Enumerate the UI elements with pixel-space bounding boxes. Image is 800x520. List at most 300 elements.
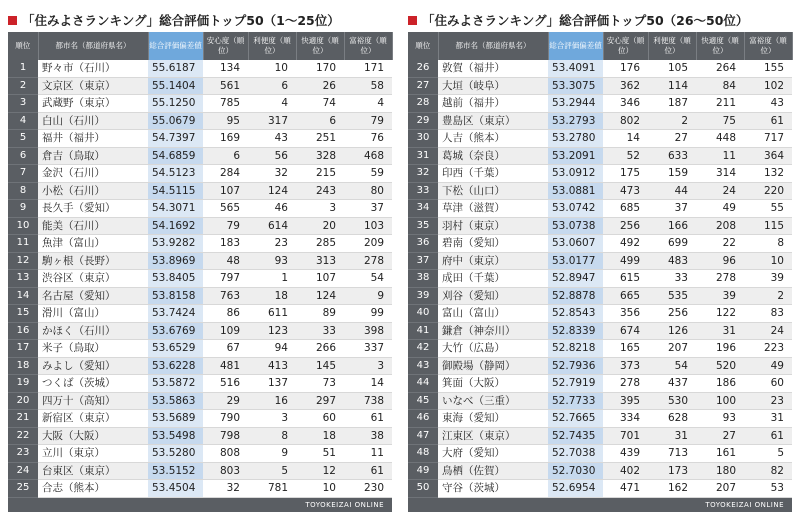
- table-row: [408, 252, 792, 270]
- wealth-cell: 61: [344, 410, 392, 428]
- convenience-cell: 4: [248, 95, 296, 113]
- city-cell: 江東区（東京）: [438, 427, 548, 445]
- wealth-cell: 54: [344, 270, 392, 288]
- comfort-cell: 328: [296, 147, 344, 165]
- rank-cell: 24: [8, 462, 38, 480]
- table-row: [408, 60, 792, 77]
- score-cell: 54.5123: [148, 165, 203, 183]
- score-cell: 52.7038: [548, 445, 603, 463]
- table-row: [8, 60, 392, 77]
- comfort-cell: 161: [696, 445, 744, 463]
- safety-cell: 183: [203, 235, 248, 253]
- wealth-cell: 132: [744, 165, 792, 183]
- convenience-cell: 162: [648, 480, 696, 498]
- table-row: [8, 462, 392, 480]
- table-row: [8, 445, 392, 463]
- convenience-cell: 16: [248, 392, 296, 410]
- city-cell: 豊島区（東京）: [438, 112, 548, 130]
- wealth-cell: 3: [344, 357, 392, 375]
- comfort-cell: 31: [696, 322, 744, 340]
- wealth-cell: 53: [744, 480, 792, 498]
- convenience-cell: 437: [648, 375, 696, 393]
- safety-cell: 52: [603, 147, 648, 165]
- rank-cell: 2: [8, 77, 38, 95]
- safety-cell: 278: [603, 375, 648, 393]
- table-row: [8, 322, 392, 340]
- city-cell: つくば（茨城）: [38, 375, 148, 393]
- wealth-cell: 61: [744, 112, 792, 130]
- score-cell: 53.4504: [148, 480, 203, 498]
- convenience-cell: 633: [648, 147, 696, 165]
- safety-cell: 701: [603, 427, 648, 445]
- table-row: [8, 427, 392, 445]
- score-cell: 53.0881: [548, 182, 603, 200]
- wealth-cell: 58: [344, 77, 392, 95]
- score-cell: 53.3075: [548, 77, 603, 95]
- safety-cell: 481: [203, 357, 248, 375]
- score-cell: 52.7936: [548, 357, 603, 375]
- table-header-row: [8, 32, 392, 60]
- rank-cell: 39: [408, 287, 438, 305]
- score-cell: 53.8158: [148, 287, 203, 305]
- wealth-cell: 14: [344, 375, 392, 393]
- comfort-cell: 84: [696, 77, 744, 95]
- score-cell: 52.8543: [548, 305, 603, 323]
- score-cell: 52.8218: [548, 340, 603, 358]
- table-row: [8, 252, 392, 270]
- table-row: [408, 77, 792, 95]
- rank-cell: 29: [408, 112, 438, 130]
- table-row: [8, 147, 392, 165]
- rank-cell: 35: [408, 217, 438, 235]
- comfort-cell: 11: [696, 147, 744, 165]
- safety-cell: 439: [603, 445, 648, 463]
- city-cell: 御殿場（静岡）: [438, 357, 548, 375]
- city-cell: 四万十（高知）: [38, 392, 148, 410]
- convenience-cell: 137: [248, 375, 296, 393]
- convenience-cell: 44: [648, 182, 696, 200]
- city-cell: 合志（熊本）: [38, 480, 148, 498]
- comfort-cell: 122: [696, 305, 744, 323]
- convenience-cell: 46: [248, 200, 296, 218]
- city-cell: 大阪（大阪）: [38, 427, 148, 445]
- header-rank: 順位: [8, 32, 38, 60]
- red-square-icon: [408, 16, 417, 25]
- rank-cell: 33: [408, 182, 438, 200]
- safety-cell: 109: [203, 322, 248, 340]
- score-cell: 52.7733: [548, 392, 603, 410]
- comfort-cell: 10: [296, 480, 344, 498]
- convenience-cell: 713: [648, 445, 696, 463]
- city-cell: 白山（石川）: [38, 112, 148, 130]
- rank-cell: 42: [408, 340, 438, 358]
- score-cell: 53.5872: [148, 375, 203, 393]
- city-cell: 東海（愛知）: [438, 410, 548, 428]
- safety-cell: 334: [603, 410, 648, 428]
- safety-cell: 176: [603, 60, 648, 77]
- safety-cell: 14: [603, 130, 648, 148]
- comfort-cell: 60: [296, 410, 344, 428]
- table-row: [408, 235, 792, 253]
- city-cell: 葛城（奈良）: [438, 147, 548, 165]
- score-cell: 53.8969: [148, 252, 203, 270]
- safety-cell: 256: [603, 217, 648, 235]
- safety-cell: 797: [203, 270, 248, 288]
- table-header-row: [408, 32, 792, 60]
- rank-cell: 47: [408, 427, 438, 445]
- header-safety: 安心度（順位）: [203, 32, 248, 60]
- wealth-cell: 115: [744, 217, 792, 235]
- table-row: [408, 462, 792, 480]
- city-cell: 大竹（広島）: [438, 340, 548, 358]
- safety-cell: 763: [203, 287, 248, 305]
- rank-cell: 31: [408, 147, 438, 165]
- comfort-cell: 196: [696, 340, 744, 358]
- rank-cell: 34: [408, 200, 438, 218]
- rank-cell: 38: [408, 270, 438, 288]
- wealth-cell: 364: [744, 147, 792, 165]
- comfort-cell: 89: [296, 305, 344, 323]
- panel-title-text: 「住みよさランキング」総合評価トップ50（26〜50位）: [422, 13, 749, 28]
- safety-cell: 499: [603, 252, 648, 270]
- table-row: [408, 357, 792, 375]
- safety-cell: 134: [203, 60, 248, 77]
- comfort-cell: 186: [696, 375, 744, 393]
- safety-cell: 175: [603, 165, 648, 183]
- comfort-cell: 264: [696, 60, 744, 77]
- safety-cell: 107: [203, 182, 248, 200]
- table-row: [408, 392, 792, 410]
- table-row: [8, 112, 392, 130]
- safety-cell: 6: [203, 147, 248, 165]
- convenience-cell: 187: [648, 95, 696, 113]
- rank-cell: 43: [408, 357, 438, 375]
- safety-cell: 346: [603, 95, 648, 113]
- city-cell: 魚津（富山）: [38, 235, 148, 253]
- score-cell: 55.1250: [148, 95, 203, 113]
- convenience-cell: 699: [648, 235, 696, 253]
- wealth-cell: 55: [744, 200, 792, 218]
- comfort-cell: 24: [696, 182, 744, 200]
- rank-cell: 30: [408, 130, 438, 148]
- comfort-cell: 266: [296, 340, 344, 358]
- city-cell: 越前（福井）: [438, 95, 548, 113]
- table-row: [8, 410, 392, 428]
- rank-cell: 14: [8, 287, 38, 305]
- safety-cell: 785: [203, 95, 248, 113]
- comfort-cell: 285: [296, 235, 344, 253]
- safety-cell: 67: [203, 340, 248, 358]
- comfort-cell: 93: [696, 410, 744, 428]
- city-cell: 金沢（石川）: [38, 165, 148, 183]
- convenience-cell: 3: [248, 410, 296, 428]
- table-row: [408, 95, 792, 113]
- safety-cell: 615: [603, 270, 648, 288]
- rank-cell: 20: [8, 392, 38, 410]
- convenience-cell: 32: [248, 165, 296, 183]
- city-cell: 長久手（愛知）: [38, 200, 148, 218]
- safety-cell: 32: [203, 480, 248, 498]
- convenience-cell: 483: [648, 252, 696, 270]
- comfort-cell: 180: [696, 462, 744, 480]
- comfort-cell: 3: [296, 200, 344, 218]
- wealth-cell: 468: [344, 147, 392, 165]
- table-row: [8, 165, 392, 183]
- safety-cell: 802: [603, 112, 648, 130]
- rank-cell: 26: [408, 60, 438, 77]
- convenience-cell: 614: [248, 217, 296, 235]
- rank-cell: 10: [8, 217, 38, 235]
- ranking-panel-2: [408, 8, 792, 512]
- wealth-cell: 24: [744, 322, 792, 340]
- city-cell: 滑川（富山）: [38, 305, 148, 323]
- rank-cell: 7: [8, 165, 38, 183]
- score-cell: 54.6859: [148, 147, 203, 165]
- table-row: [8, 77, 392, 95]
- panel-title-text: 「住みよさランキング」総合評価トップ50（1〜25位）: [22, 13, 340, 28]
- convenience-cell: 256: [648, 305, 696, 323]
- city-cell: 立川（東京）: [38, 445, 148, 463]
- city-cell: 富山（富山）: [438, 305, 548, 323]
- wealth-cell: 80: [344, 182, 392, 200]
- comfort-cell: 26: [296, 77, 344, 95]
- wealth-cell: 717: [744, 130, 792, 148]
- score-cell: 53.5498: [148, 427, 203, 445]
- city-cell: 渋谷区（東京）: [38, 270, 148, 288]
- wealth-cell: 103: [344, 217, 392, 235]
- score-cell: 53.8405: [148, 270, 203, 288]
- safety-cell: 516: [203, 375, 248, 393]
- city-cell: 米子（鳥取）: [38, 340, 148, 358]
- convenience-cell: 23: [248, 235, 296, 253]
- safety-cell: 685: [603, 200, 648, 218]
- score-cell: 52.8947: [548, 270, 603, 288]
- city-cell: 倉吉（鳥取）: [38, 147, 148, 165]
- safety-cell: 665: [603, 287, 648, 305]
- safety-cell: 48: [203, 252, 248, 270]
- convenience-cell: 54: [648, 357, 696, 375]
- city-cell: 草津（滋賀）: [438, 200, 548, 218]
- table-row: [408, 322, 792, 340]
- ranking-panel-1: [8, 8, 392, 512]
- wealth-cell: 49: [744, 357, 792, 375]
- table-row: [408, 305, 792, 323]
- comfort-cell: 278: [696, 270, 744, 288]
- score-cell: 53.0607: [548, 235, 603, 253]
- convenience-cell: 94: [248, 340, 296, 358]
- rank-cell: 40: [408, 305, 438, 323]
- rank-cell: 6: [8, 147, 38, 165]
- wealth-cell: 220: [744, 182, 792, 200]
- safety-cell: 790: [203, 410, 248, 428]
- convenience-cell: 781: [248, 480, 296, 498]
- city-cell: 人吉（熊本）: [438, 130, 548, 148]
- table-row: [8, 95, 392, 113]
- comfort-cell: 448: [696, 130, 744, 148]
- convenience-cell: 27: [648, 130, 696, 148]
- table-row: [8, 270, 392, 288]
- rank-cell: 9: [8, 200, 38, 218]
- comfort-cell: 49: [696, 200, 744, 218]
- table-row: [8, 287, 392, 305]
- score-cell: 53.9282: [148, 235, 203, 253]
- rank-cell: 27: [408, 77, 438, 95]
- table-row: [8, 130, 392, 148]
- score-cell: 53.0738: [548, 217, 603, 235]
- safety-cell: 95: [203, 112, 248, 130]
- wealth-cell: 11: [344, 445, 392, 463]
- rank-cell: 19: [8, 375, 38, 393]
- safety-cell: 362: [603, 77, 648, 95]
- safety-cell: 373: [603, 357, 648, 375]
- convenience-cell: 33: [648, 270, 696, 288]
- safety-cell: 86: [203, 305, 248, 323]
- score-cell: 53.0912: [548, 165, 603, 183]
- comfort-cell: 170: [296, 60, 344, 77]
- score-cell: 52.7030: [548, 462, 603, 480]
- table-row: [408, 445, 792, 463]
- source-footer: TOYOKEIZAI ONLINE: [408, 498, 792, 512]
- wealth-cell: 76: [344, 130, 392, 148]
- safety-cell: 803: [203, 462, 248, 480]
- table-row: [8, 200, 392, 218]
- score-cell: 52.8878: [548, 287, 603, 305]
- score-cell: 53.5689: [148, 410, 203, 428]
- comfort-cell: 20: [296, 217, 344, 235]
- rank-cell: 3: [8, 95, 38, 113]
- wealth-cell: 209: [344, 235, 392, 253]
- comfort-cell: 243: [296, 182, 344, 200]
- rank-cell: 46: [408, 410, 438, 428]
- convenience-cell: 317: [248, 112, 296, 130]
- rank-cell: 15: [8, 305, 38, 323]
- safety-cell: 798: [203, 427, 248, 445]
- header-safety: 安心度（順位）: [603, 32, 648, 60]
- convenience-cell: 5: [248, 462, 296, 480]
- table-row: [8, 480, 392, 498]
- table-row: [8, 392, 392, 410]
- city-cell: みよし（愛知）: [38, 357, 148, 375]
- comfort-cell: 207: [696, 480, 744, 498]
- header-rank: 順位: [408, 32, 438, 60]
- wealth-cell: 2: [744, 287, 792, 305]
- city-cell: 箕面（大阪）: [438, 375, 548, 393]
- header-score: 総合評価偏差値: [148, 32, 203, 60]
- rank-cell: 16: [8, 322, 38, 340]
- score-cell: 52.7665: [548, 410, 603, 428]
- rank-cell: 36: [408, 235, 438, 253]
- convenience-cell: 123: [248, 322, 296, 340]
- table-row: [408, 480, 792, 498]
- wealth-cell: 39: [744, 270, 792, 288]
- score-cell: 55.0679: [148, 112, 203, 130]
- rank-cell: 8: [8, 182, 38, 200]
- convenience-cell: 43: [248, 130, 296, 148]
- comfort-cell: 313: [296, 252, 344, 270]
- wealth-cell: 83: [744, 305, 792, 323]
- header-comfort: 快適度（順位）: [296, 32, 344, 60]
- wealth-cell: 102: [744, 77, 792, 95]
- rank-cell: 17: [8, 340, 38, 358]
- wealth-cell: 59: [344, 165, 392, 183]
- convenience-cell: 530: [648, 392, 696, 410]
- header-convenience: 利便度（順位）: [248, 32, 296, 60]
- convenience-cell: 2: [648, 112, 696, 130]
- comfort-cell: 74: [296, 95, 344, 113]
- comfort-cell: 107: [296, 270, 344, 288]
- safety-cell: 565: [203, 200, 248, 218]
- wealth-cell: 23: [744, 392, 792, 410]
- wealth-cell: 230: [344, 480, 392, 498]
- wealth-cell: 10: [744, 252, 792, 270]
- comfort-cell: 18: [296, 427, 344, 445]
- rank-cell: 25: [8, 480, 38, 498]
- safety-cell: 29: [203, 392, 248, 410]
- ranking-table: [408, 32, 793, 498]
- convenience-cell: 173: [648, 462, 696, 480]
- city-cell: 守谷（茨城）: [438, 480, 548, 498]
- wealth-cell: 9: [344, 287, 392, 305]
- comfort-cell: 12: [296, 462, 344, 480]
- score-cell: 53.0177: [548, 252, 603, 270]
- convenience-cell: 93: [248, 252, 296, 270]
- header-wealth: 富裕度（順位）: [344, 32, 392, 60]
- rank-cell: 28: [408, 95, 438, 113]
- comfort-cell: 6: [296, 112, 344, 130]
- convenience-cell: 413: [248, 357, 296, 375]
- city-cell: 碧南（愛知）: [438, 235, 548, 253]
- wealth-cell: 155: [744, 60, 792, 77]
- header-city: 都市名（都道府県名）: [38, 32, 148, 60]
- city-cell: 印西（千葉）: [438, 165, 548, 183]
- city-cell: 文京区（東京）: [38, 77, 148, 95]
- safety-cell: 395: [603, 392, 648, 410]
- safety-cell: 356: [603, 305, 648, 323]
- table-row: [8, 235, 392, 253]
- safety-cell: 808: [203, 445, 248, 463]
- city-cell: 大府（愛知）: [438, 445, 548, 463]
- city-cell: いなべ（三重）: [438, 392, 548, 410]
- safety-cell: 402: [603, 462, 648, 480]
- rank-cell: 18: [8, 357, 38, 375]
- table-row: [408, 375, 792, 393]
- comfort-cell: 208: [696, 217, 744, 235]
- convenience-cell: 159: [648, 165, 696, 183]
- rank-cell: 13: [8, 270, 38, 288]
- wealth-cell: 398: [344, 322, 392, 340]
- table-row: [408, 287, 792, 305]
- comfort-cell: 297: [296, 392, 344, 410]
- convenience-cell: 126: [648, 322, 696, 340]
- rank-cell: 23: [8, 445, 38, 463]
- score-cell: 53.6769: [148, 322, 203, 340]
- convenience-cell: 8: [248, 427, 296, 445]
- convenience-cell: 535: [648, 287, 696, 305]
- wealth-cell: 38: [344, 427, 392, 445]
- table-row: [8, 357, 392, 375]
- comfort-cell: 100: [696, 392, 744, 410]
- wealth-cell: 43: [744, 95, 792, 113]
- convenience-cell: 1: [248, 270, 296, 288]
- city-cell: 能美（石川）: [38, 217, 148, 235]
- table-row: [408, 427, 792, 445]
- convenience-cell: 166: [648, 217, 696, 235]
- wealth-cell: 8: [744, 235, 792, 253]
- comfort-cell: 520: [696, 357, 744, 375]
- table-row: [408, 112, 792, 130]
- rank-cell: 11: [8, 235, 38, 253]
- wealth-cell: 82: [744, 462, 792, 480]
